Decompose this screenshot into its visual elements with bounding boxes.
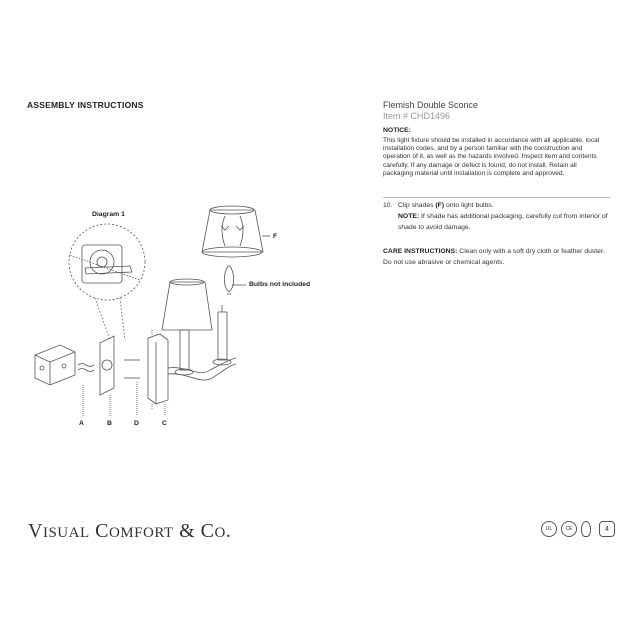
part-label-F: F [273, 233, 278, 240]
footer-icons [541, 521, 615, 537]
part-label-A: A [79, 420, 84, 427]
notice-body: This light fixture should be installed in accordance with all applicable, local installation codes, and by a person familiar with the construction and operation of it, as well as the hazards involved. Inspect item and contents carefully. If any damage or defect is found, do not install. Retain all packaging material until installation is complete and approved. [383, 137, 600, 177]
divider [383, 197, 610, 198]
step-note [383, 211, 608, 233]
brand-logo: VISUAL COMFORT & CO. [28, 520, 232, 542]
bulb [224, 266, 233, 292]
ul-listed-icon: UL [541, 521, 557, 537]
product-title: Flemish Double Sconce [383, 100, 479, 110]
care-label: CARE INSTRUCTIONS: [383, 248, 458, 255]
notice-label: NOTICE: [383, 127, 411, 134]
shade-F [202, 210, 263, 252]
diagram-1-label: Diagram 1 [92, 211, 125, 218]
assembly-instructions-heading: ASSEMBLY INSTRUCTIONS [27, 100, 144, 110]
step-10 [383, 200, 608, 233]
item-number: Item # CHD1496 [383, 111, 451, 121]
page-number: 4 [599, 521, 615, 537]
junction-box-A [35, 345, 75, 385]
certification-icon: CE [561, 521, 577, 537]
care-instructions [383, 246, 608, 268]
step-number: 10. [383, 202, 393, 209]
step-text-after: onto light bulbs. [444, 202, 494, 209]
bulb-type-icon [581, 521, 591, 537]
step-text-before: Clip shades [398, 202, 436, 209]
candle-sleeve [218, 312, 227, 360]
part-label-B: B [107, 420, 112, 427]
step-part: (F) [435, 202, 445, 209]
note-text: If shade has additional packaging, carefully cut from interior of shade to avoid damage. [398, 213, 608, 231]
backplate-C [148, 334, 168, 404]
care-text: Clean only with a soft dry cloth or feather duster. Do not use abrasive or chemical agents. [383, 248, 605, 266]
installed-shade [162, 282, 212, 330]
part-label-D: D [134, 420, 139, 427]
note-label: NOTE: [398, 213, 420, 220]
part-label-C: C [162, 420, 167, 427]
bulbs-not-included-label: Bulbs not included [249, 281, 311, 288]
